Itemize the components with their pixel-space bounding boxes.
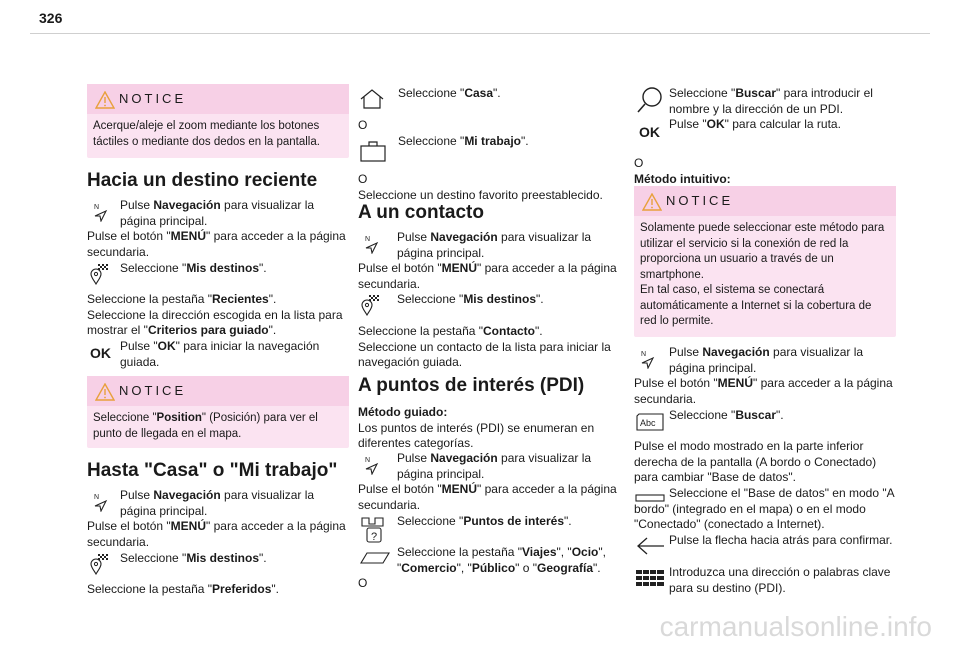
text: Pulse — [669, 345, 703, 359]
svg-text:N: N — [365, 236, 371, 243]
notice-header — [634, 186, 896, 216]
text-bold: Mis destinos — [463, 292, 536, 306]
text: Seleccione " — [397, 514, 464, 528]
step-my-destinations-3 — [358, 292, 620, 308]
back-arrow-icon — [635, 535, 665, 557]
warning-icon — [642, 193, 662, 211]
svg-text:N: N — [641, 351, 647, 358]
home-icon — [359, 88, 385, 110]
svg-text:Abc: Abc — [640, 418, 656, 428]
text-bold: MENÚ — [170, 519, 206, 533]
text: ", " — [456, 560, 472, 575]
text: " para acceder a la página secundaria. — [634, 376, 893, 406]
text: para visualizar la página principal. — [120, 198, 315, 228]
navigation-icon — [363, 234, 379, 254]
text: ", " — [556, 545, 572, 559]
text: Pulse la flecha hacia atrás para confirmar. — [669, 533, 893, 547]
text: Seleccione la pestaña " — [358, 324, 484, 338]
text-or — [358, 118, 620, 134]
notice-box-position — [87, 376, 349, 448]
text-bold: Método intuitivo: — [634, 171, 731, 186]
text: Pulse — [120, 198, 154, 212]
notice-title: NOTICE — [119, 91, 187, 107]
text: Seleccione la pestaña " — [397, 545, 523, 559]
text: Seleccione " — [398, 86, 465, 100]
step-search — [634, 86, 896, 140]
text: ". — [259, 261, 267, 275]
step-contact-tab — [358, 324, 620, 371]
text-bold: OK — [157, 339, 176, 353]
step-back — [634, 533, 896, 549]
text-bold: OK — [706, 117, 725, 131]
text: Pulse " — [120, 339, 158, 353]
text-bold: Recientes — [212, 292, 269, 306]
text: ". — [271, 582, 279, 596]
text-bold: Método guiado: — [358, 405, 448, 419]
text-bold: MENÚ — [717, 376, 753, 390]
warning-icon — [95, 383, 115, 401]
step-my-destinations — [87, 261, 349, 277]
step-recent-tab — [87, 292, 349, 339]
step-buscar — [634, 408, 896, 428]
text: ". — [493, 86, 501, 100]
text: para visualizar la página principal. — [669, 345, 864, 375]
text: O — [634, 156, 644, 170]
text: ". — [593, 560, 601, 575]
heading-home-work: Hasta "Casa" o "Mi trabajo" — [87, 460, 338, 481]
text: " o " — [515, 560, 538, 575]
page-number: 326 — [39, 10, 63, 26]
notice-text: Solamente puede seleccionar este método para utilizar el servicio si la conexión de red la proporciona un usuario a través de un smartphone. En tal caso, el sistema se conectará automáticamente a Internet si la cobertura de red lo permite. — [640, 222, 885, 327]
navigation-icon — [92, 492, 108, 512]
text: ". — [520, 134, 529, 148]
header-divider — [30, 33, 930, 34]
step-poi — [358, 514, 620, 543]
step-mode — [634, 439, 896, 486]
ok-icon: OK — [90, 345, 111, 361]
notice-title: NOTICE — [666, 193, 734, 209]
text: Pulse " — [669, 117, 707, 131]
destinations-icon — [89, 553, 111, 575]
text: ", " — [397, 545, 606, 575]
text: O — [358, 172, 368, 186]
text: Pulse el botón " — [87, 229, 171, 243]
text-or-fav — [358, 172, 620, 203]
text-bold: Navegación — [430, 230, 498, 244]
text: Seleccione " — [397, 292, 464, 306]
text: Pulse — [397, 451, 431, 465]
intuitive-method — [634, 156, 896, 187]
step-navigation-2 — [87, 488, 349, 550]
poi-icon — [359, 516, 389, 544]
text: para visualizar la página principal. — [120, 488, 315, 518]
text: ". — [564, 514, 572, 528]
text-bold: Navegación — [702, 345, 770, 359]
text: Seleccione " — [93, 412, 157, 424]
destinations-icon — [89, 263, 111, 285]
text-bold: Geografía — [537, 560, 594, 575]
notice-box-connection — [634, 186, 896, 337]
text: " para iniciar la navegación guiada. — [120, 339, 320, 369]
text: para visualizar la página principal. — [397, 230, 592, 260]
text: Introduzca una dirección o palabras clave para su destino (PDI). — [669, 565, 891, 595]
text: Pulse — [120, 488, 154, 502]
text-bold: Navegación — [430, 451, 498, 465]
notice-text — [87, 406, 349, 448]
text: Seleccione la pestaña " — [87, 582, 213, 596]
text: Seleccione la pestaña " — [87, 292, 213, 306]
text-or-2 — [358, 576, 620, 592]
text: ". — [268, 292, 277, 306]
text: Seleccione " — [669, 86, 736, 100]
text: O — [358, 576, 368, 590]
notice-title: NOTICE — [119, 383, 187, 399]
text: Seleccione " — [120, 261, 187, 275]
text: ". — [268, 323, 277, 337]
text-bold: Navegación — [153, 198, 221, 212]
text: ". — [259, 551, 267, 565]
text: ". — [536, 292, 544, 306]
text-bold: Navegación — [153, 488, 221, 502]
text: " para acceder a la página secundaria. — [358, 482, 617, 512]
text-bold: Position — [156, 412, 202, 424]
text: Pulse — [397, 230, 431, 244]
text-bold: Buscar — [735, 408, 776, 422]
text-bold: Mis destinos — [186, 551, 259, 565]
step-home — [358, 86, 620, 102]
text-bold: MENÚ — [441, 482, 477, 496]
text: ". — [535, 324, 543, 338]
svg-text:?: ? — [371, 531, 378, 543]
text-bold: Mi trabajo — [464, 134, 521, 148]
briefcase-icon — [359, 140, 387, 162]
step-navigation-3 — [358, 230, 620, 292]
destinations-icon — [360, 294, 382, 316]
navigation-icon — [363, 455, 379, 475]
footer-watermark: carmanualsonline.info — [659, 611, 932, 642]
navigation-icon — [92, 202, 108, 222]
text: Seleccione " — [120, 551, 187, 565]
text: Seleccione " — [398, 134, 465, 148]
notice-text: Acerque/aleje el zoom mediante los botones táctiles o mediante dos dedos en la pantalla. — [93, 120, 320, 148]
text: " para acceder a la página secundaria. — [358, 261, 617, 291]
ok-icon: OK — [639, 124, 660, 140]
text-bold: Puntos de interés — [463, 514, 564, 528]
step-navigation — [87, 198, 349, 260]
text-bold: MENÚ — [170, 229, 206, 243]
step-my-destinations-2 — [87, 551, 349, 567]
tabs-icon — [359, 551, 391, 565]
heading-contact: A un contacto — [358, 202, 484, 223]
database-mode-icon — [635, 494, 665, 502]
heading-poi: A puntos de interés (PDI) — [358, 375, 585, 396]
text-bold: Público — [471, 560, 516, 575]
step-poi-tabs — [358, 545, 620, 576]
text-bold: Contacto — [483, 324, 536, 338]
text-bold: Viajes — [522, 545, 557, 559]
search-icon — [636, 86, 664, 114]
navigation-icon — [639, 349, 655, 369]
step-database — [634, 486, 896, 533]
text-bold: Buscar — [735, 86, 776, 100]
svg-text:N: N — [94, 494, 100, 501]
text: " para acceder a la página secundaria. — [87, 519, 346, 549]
text-bold: Comercio — [401, 560, 457, 575]
warning-icon — [95, 91, 115, 109]
text-bold: Mis destinos — [186, 261, 259, 275]
step-enter — [634, 565, 896, 596]
notice-header — [87, 84, 349, 114]
text: Seleccione el "Base de datos" en modo "A bordo" (integrado en el mapa) o en el modo "Conectado" (conectado a Internet). — [634, 486, 894, 531]
step-navigation-5 — [634, 345, 896, 407]
text: " para acceder a la página secundaria. — [87, 229, 346, 259]
text-bold: Criterios para guiado — [147, 323, 269, 337]
text: Seleccione un destino favorito preestablecido. — [358, 187, 603, 202]
svg-text:N: N — [94, 204, 100, 211]
text-bold: Preferidos — [212, 582, 272, 596]
text: Pulse el modo mostrado en la parte inferior derecha de la pantalla (A bordo o Conectado) para cambiar "Base de datos". — [634, 439, 877, 484]
text: " para introducir el nombre y la dirección de un PDI. — [669, 86, 873, 116]
text: Seleccione la dirección escogida en la lista para mostrar el " — [87, 307, 343, 337]
keyboard-search-icon — [635, 410, 665, 432]
text: Seleccione un contacto de la lista para iniciar la navegación guiada. — [358, 339, 611, 369]
step-ok — [87, 339, 349, 370]
heading-recent-destination: Hacia un destino reciente — [87, 170, 318, 191]
svg-text:N: N — [365, 457, 371, 464]
text-bold: Casa — [464, 86, 493, 100]
notice-header — [87, 376, 349, 406]
keyboard-icon — [635, 569, 665, 591]
text-bold: MENÚ — [441, 261, 477, 275]
step-favorites-tab — [87, 582, 349, 598]
text: ". — [776, 408, 784, 422]
text: " (Posición) para ver el punto de llegada en el mapa. — [93, 412, 318, 440]
text: Pulse el botón " — [358, 482, 442, 496]
text: Seleccione " — [669, 408, 736, 422]
guided-method — [358, 405, 620, 452]
text: Pulse el botón " — [87, 519, 171, 533]
text: O — [358, 118, 368, 132]
text: Los puntos de interés (PDI) se enumeran en diferentes categorías. — [358, 420, 595, 450]
step-navigation-4 — [358, 451, 620, 513]
text: para visualizar la página principal. — [397, 451, 592, 481]
text-bold: Ocio — [571, 545, 599, 559]
step-work — [358, 134, 620, 150]
notice-box-zoom — [87, 84, 349, 158]
text: " para calcular la ruta. — [724, 117, 841, 131]
text: Pulse el botón " — [358, 261, 442, 275]
text: Pulse el botón " — [634, 376, 718, 390]
